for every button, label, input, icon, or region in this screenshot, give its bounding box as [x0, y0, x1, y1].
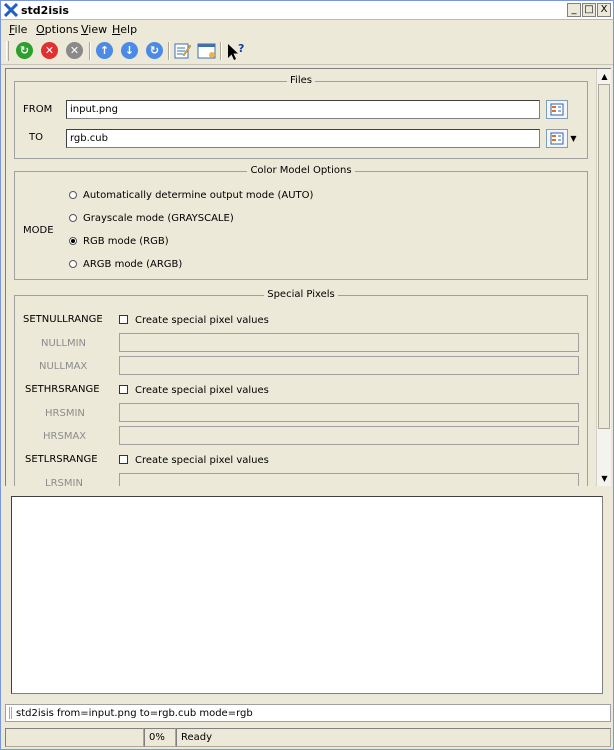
exit-button[interactable]	[66, 42, 84, 60]
scrollbar-thumb[interactable]	[598, 84, 610, 429]
hrsmax-input	[119, 426, 579, 445]
scroll-up-icon[interactable]: ▲	[601, 72, 608, 81]
arrow-up-button[interactable]	[96, 42, 114, 60]
whats-this-icon	[226, 42, 246, 62]
hrsmax-label: HRSMAX	[43, 431, 87, 442]
toolbar-separator	[220, 42, 222, 60]
edit-button[interactable]	[174, 42, 192, 60]
special-pixels-group-title: Special Pixels	[264, 289, 338, 300]
hrsmin-label: HRSMIN	[45, 408, 85, 419]
color-model-group-title: Color Model Options	[247, 165, 354, 176]
toolbar	[1, 38, 613, 65]
nullmin-input	[119, 333, 579, 352]
status-bar	[1, 727, 613, 749]
window-title: std2isis	[21, 4, 69, 17]
app-icon	[4, 3, 18, 17]
vertical-scrollbar[interactable]	[596, 69, 611, 486]
toolbar-separator	[89, 42, 91, 60]
setnullrange-label: SETNULLRANGE	[23, 314, 103, 325]
mode-rgb-radio[interactable]	[69, 237, 77, 245]
maximize-button[interactable]: □	[582, 3, 596, 17]
lrsmin-input	[119, 473, 579, 486]
edit-icon	[174, 42, 192, 60]
refresh-icon: ↻	[146, 42, 163, 59]
arrow-down-icon: ↓	[121, 42, 138, 59]
nullmax-input	[119, 356, 579, 375]
stop-icon: ✕	[41, 42, 58, 59]
mode-grayscale-radio[interactable]	[69, 214, 77, 222]
arrow-up-icon: ↑	[96, 42, 113, 59]
status-message: Ready	[176, 728, 611, 747]
mode-argb-label: ARGB mode (ARGB)	[83, 259, 183, 270]
stop-button[interactable]	[41, 42, 59, 60]
files-group	[14, 75, 588, 159]
mode-rgb-label: RGB mode (RGB)	[83, 236, 169, 247]
file-browse-icon	[547, 101, 567, 118]
command-line[interactable]	[5, 704, 611, 722]
file-browse-icon	[547, 130, 567, 147]
to-input[interactable]: rgb.cub	[66, 129, 540, 148]
special-pixels-group	[14, 289, 588, 486]
svg-text:?: ?	[238, 42, 245, 55]
toolbar-separator	[168, 42, 170, 60]
status-progress-text: 0%	[144, 728, 176, 747]
window-button[interactable]	[197, 42, 215, 60]
menu-file[interactable]: File	[9, 23, 28, 36]
sethrsrange-checkbox[interactable]	[119, 385, 128, 394]
scroll-down-icon[interactable]: ▼	[601, 474, 608, 483]
chevron-down-icon[interactable]: ▼	[570, 134, 577, 143]
command-line-grip[interactable]	[9, 707, 12, 719]
nullmin-label: NULLMIN	[41, 338, 86, 349]
close-button[interactable]: X	[597, 3, 611, 17]
refresh-button[interactable]	[146, 42, 164, 60]
from-label: FROM	[23, 104, 53, 115]
run-icon: ↻	[16, 42, 33, 59]
menu-bar	[1, 21, 613, 37]
command-line-text: std2isis from=input.png to=rgb.cub mode=rgb	[16, 708, 253, 719]
mode-argb-radio[interactable]	[69, 260, 77, 268]
parameter-panel[interactable]	[5, 68, 611, 486]
from-input[interactable]: input.png	[66, 100, 540, 119]
mode-label: MODE	[23, 225, 54, 236]
log-output[interactable]	[11, 496, 603, 694]
sethrsrange-label: SETHRSRANGE	[25, 384, 100, 395]
run-button[interactable]	[16, 42, 34, 60]
nullmax-label: NULLMAX	[39, 361, 88, 372]
title-bar	[1, 1, 613, 20]
from-browse-button[interactable]	[546, 100, 568, 119]
whats-this-button[interactable]	[226, 42, 244, 60]
menu-help[interactable]: Help	[112, 23, 138, 36]
minimize-button[interactable]: _	[567, 3, 581, 17]
to-label: TO	[29, 132, 43, 143]
status-progress-bar	[5, 728, 144, 747]
arrow-down-button[interactable]	[121, 42, 139, 60]
exit-icon: ✕	[66, 42, 83, 59]
setnullrange-checkbox-label: Create special pixel values	[135, 315, 269, 326]
color-model-group	[14, 165, 588, 280]
menu-options[interactable]: Options	[36, 23, 79, 36]
menu-view[interactable]: View	[81, 23, 108, 36]
mode-auto-label: Automatically determine output mode (AUTO)	[83, 190, 314, 201]
lrsmin-label: LRSMIN	[45, 478, 83, 486]
setlrsrange-label: SETLRSRANGE	[25, 454, 98, 465]
hrsmin-input	[119, 403, 579, 422]
toolbar-grip[interactable]	[6, 41, 9, 61]
setnullrange-checkbox[interactable]	[119, 315, 128, 324]
sethrsrange-checkbox-label: Create special pixel values	[135, 385, 269, 396]
window-icon	[197, 42, 217, 60]
mode-auto-radio[interactable]	[69, 191, 77, 199]
setlrsrange-checkbox-label: Create special pixel values	[135, 455, 269, 466]
setlrsrange-checkbox[interactable]	[119, 455, 128, 464]
mode-grayscale-label: Grayscale mode (GRAYSCALE)	[83, 213, 234, 224]
to-browse-button[interactable]	[546, 129, 568, 148]
files-group-title: Files	[287, 75, 315, 86]
